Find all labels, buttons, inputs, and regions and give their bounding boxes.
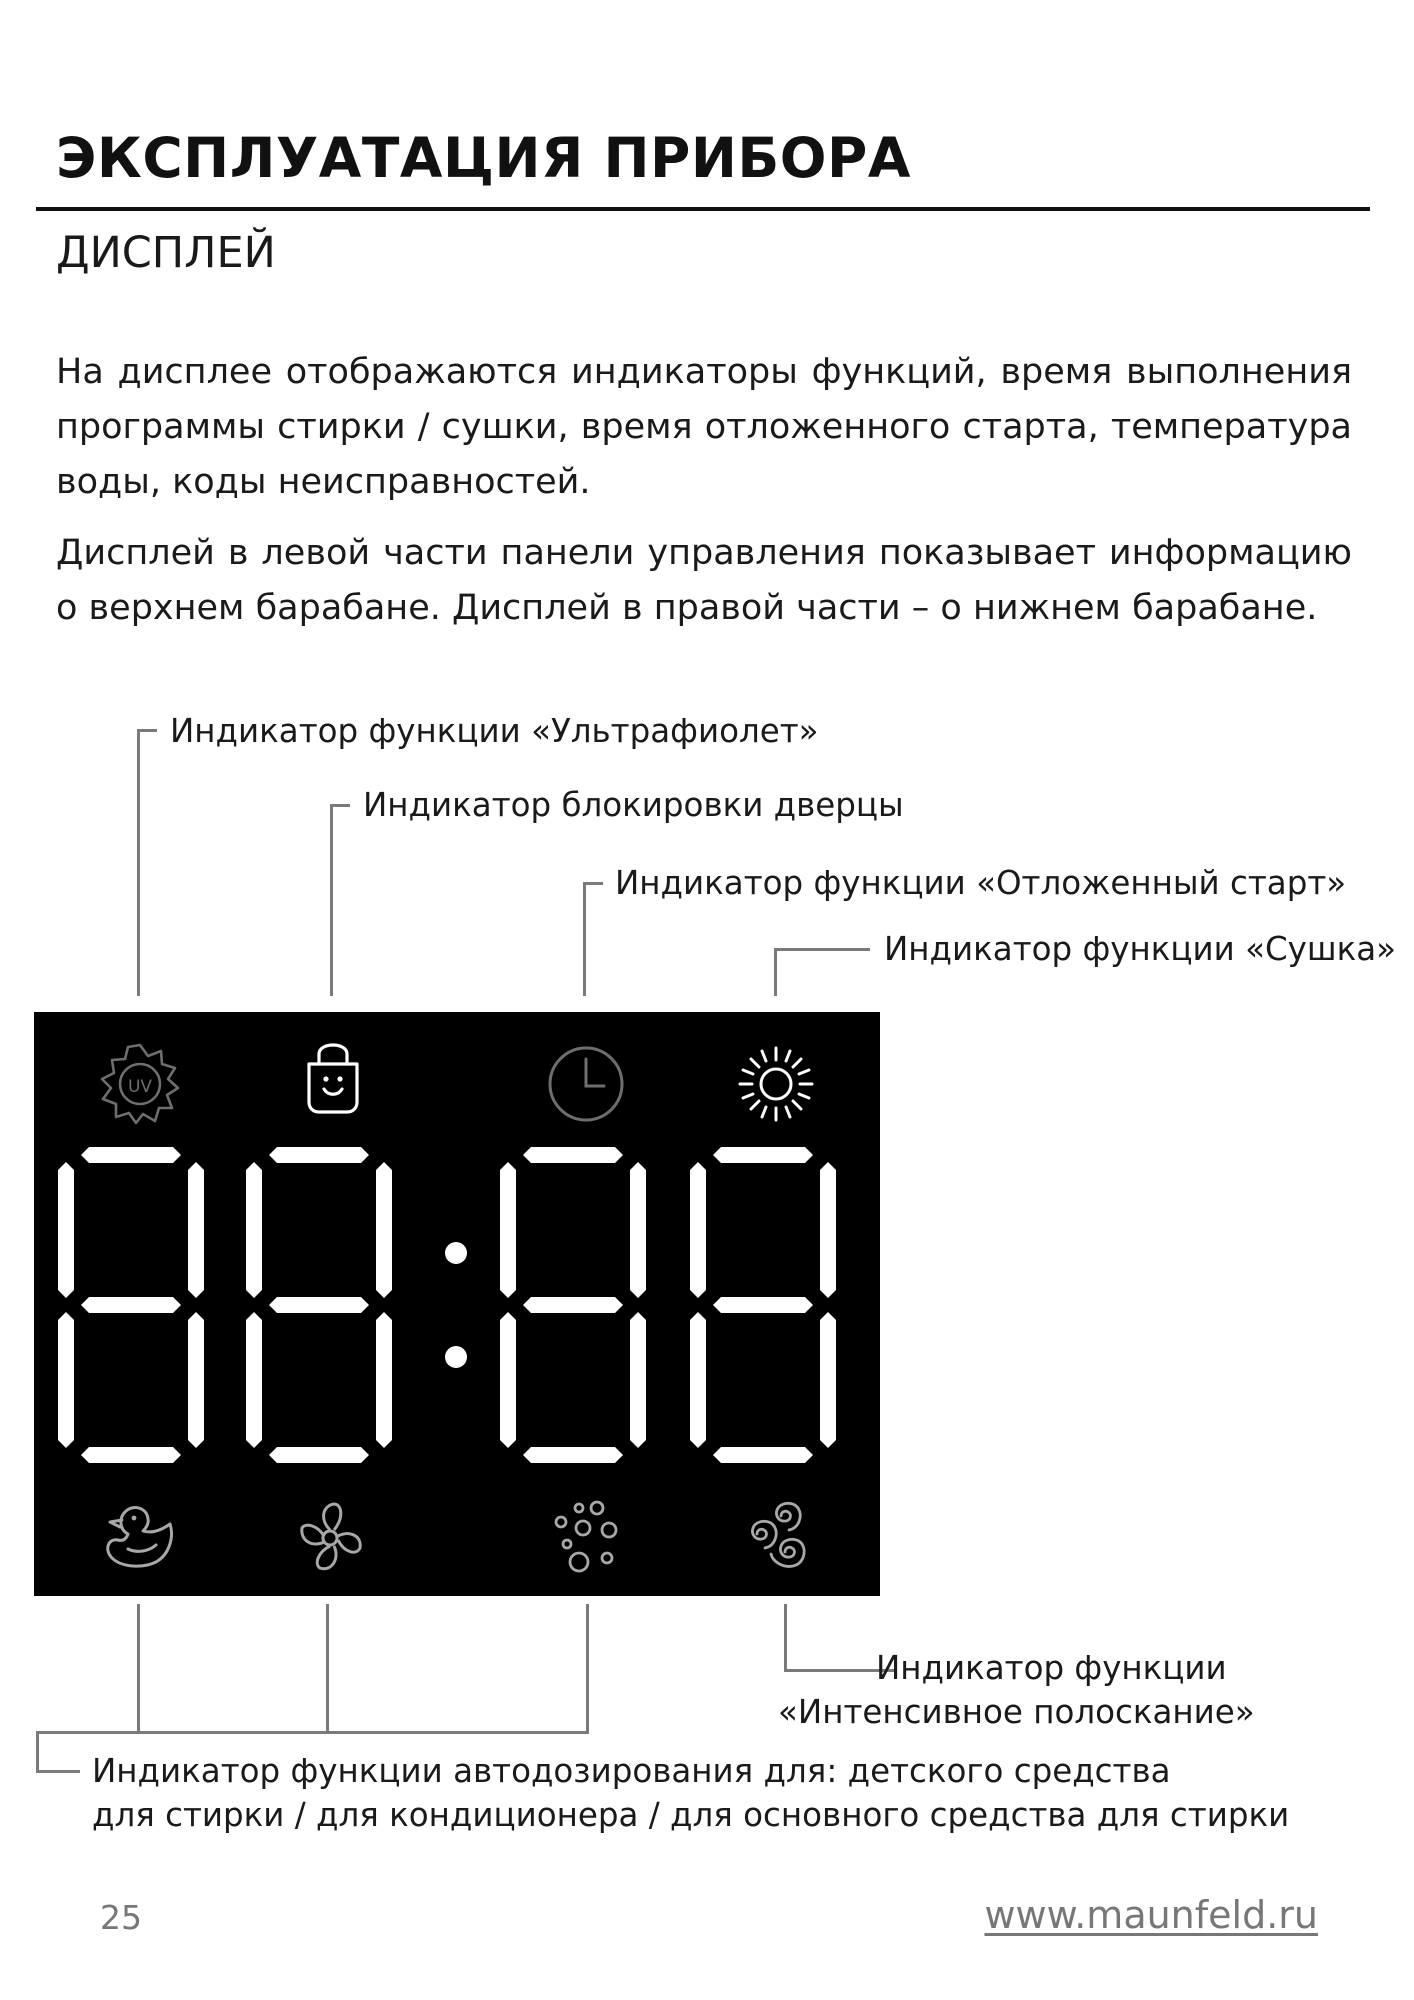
digit-1-segment-a (81, 1147, 181, 1163)
autodose-leader-tick (36, 1770, 80, 1773)
digit-1-segment-c (188, 1312, 204, 1448)
dry-callout-label: Индикатор функции «Сушка» (884, 930, 1397, 968)
swirl-icon (731, 1496, 815, 1580)
website-link[interactable]: www.maunfeld.ru (984, 1893, 1318, 1937)
digit-2-segment-d (269, 1447, 369, 1463)
autodose-callout-line-2: для стирки / для кондиционера / для основного средства для стирки (92, 1796, 1290, 1834)
autodose-leader-2 (326, 1604, 329, 1734)
rinse-callout-label (778, 1646, 1255, 1734)
clock-icon (544, 1042, 628, 1126)
flower-icon (288, 1496, 372, 1580)
digit-3-segment-b (630, 1162, 646, 1298)
uv-sun-icon (98, 1042, 182, 1126)
digit-4-segment-a (713, 1147, 813, 1163)
digit-2-segment-a (269, 1147, 369, 1163)
uv-callout-label: Индикатор функции «Ультрафиолет» (170, 712, 819, 750)
autodose-leader-bar (36, 1731, 589, 1734)
digit-2-segment-c (376, 1312, 392, 1448)
colon-dot-1 (445, 1242, 467, 1264)
uv-leader-tick (137, 729, 157, 732)
lock-leader-tick (330, 804, 350, 807)
lock-callout-label: Индикатор блокировки дверцы (363, 786, 904, 824)
bubbles-icon (543, 1496, 627, 1580)
delay-leader-line (583, 882, 586, 996)
dry-leader-tick (774, 948, 870, 951)
delay-leader-tick (583, 882, 603, 885)
digit-2-segment-f (246, 1162, 262, 1298)
digit-3-segment-c (630, 1312, 646, 1448)
digit-4-segment-e (690, 1312, 706, 1448)
sun-icon (734, 1042, 818, 1126)
digit-3-segment-d (523, 1447, 623, 1463)
digit-2-segment-b (376, 1162, 392, 1298)
dry-leader-line (774, 948, 777, 996)
autodose-leader-1 (137, 1604, 140, 1734)
digit-3-segment-a (523, 1147, 623, 1163)
digit-1-segment-f (58, 1162, 74, 1298)
rinse-callout-line-2: «Интенсивное полоскание» (778, 1693, 1255, 1731)
page-title: ЭКСПЛУАТАЦИЯ ПРИБОРА (56, 126, 911, 190)
digit-4-segment-c (820, 1312, 836, 1448)
digit-3-segment-f (500, 1162, 516, 1298)
digit-2-segment-e (246, 1312, 262, 1448)
digit-3-segment-e (500, 1312, 516, 1448)
autodose-callout-line-1: Индикатор функции автодозирования для: детского средства (92, 1752, 1171, 1790)
autodose-callout-label (92, 1749, 1289, 1837)
digit-4-segment-f (690, 1162, 706, 1298)
digit-4-segment-b (820, 1162, 836, 1298)
autodose-leader-3 (586, 1604, 589, 1734)
rinse-callout-line-1: Индикатор функции (875, 1649, 1227, 1687)
uv-leader-line (137, 729, 140, 996)
colon-dot-2 (445, 1346, 467, 1368)
intro-paragraph: На дисплее отображаются индикаторы функций, время выполнения программы стирки / сушки, время отложенного старта, температура воды, коды неисправностей. (56, 352, 1352, 502)
duck-icon (98, 1496, 182, 1580)
section-title: ДИСПЛЕЙ (56, 228, 276, 278)
display-paragraph: Дисплей в левой части панели управления показывает информацию о верхнем барабане. Дисплей в правой части – о нижнем барабане. (56, 533, 1352, 628)
digit-2-segment-g (269, 1297, 369, 1313)
digit-4-segment-d (713, 1447, 813, 1463)
digit-4-segment-g (713, 1297, 813, 1313)
delay-callout-label: Индикатор функции «Отложенный старт» (615, 864, 1347, 902)
lock-leader-line (330, 804, 333, 996)
autodose-leader-down (36, 1731, 39, 1773)
display-panel (34, 1012, 880, 1596)
digit-1-segment-e (58, 1312, 74, 1448)
digit-1-segment-d (81, 1447, 181, 1463)
uv-icon-text: UV (127, 1077, 153, 1097)
title-divider (36, 207, 1370, 211)
door-lock-icon (291, 1030, 375, 1114)
page-number: 25 (100, 1898, 142, 1937)
digit-1-segment-b (188, 1162, 204, 1298)
digit-1-segment-g (81, 1297, 181, 1313)
digit-3-segment-g (523, 1297, 623, 1313)
